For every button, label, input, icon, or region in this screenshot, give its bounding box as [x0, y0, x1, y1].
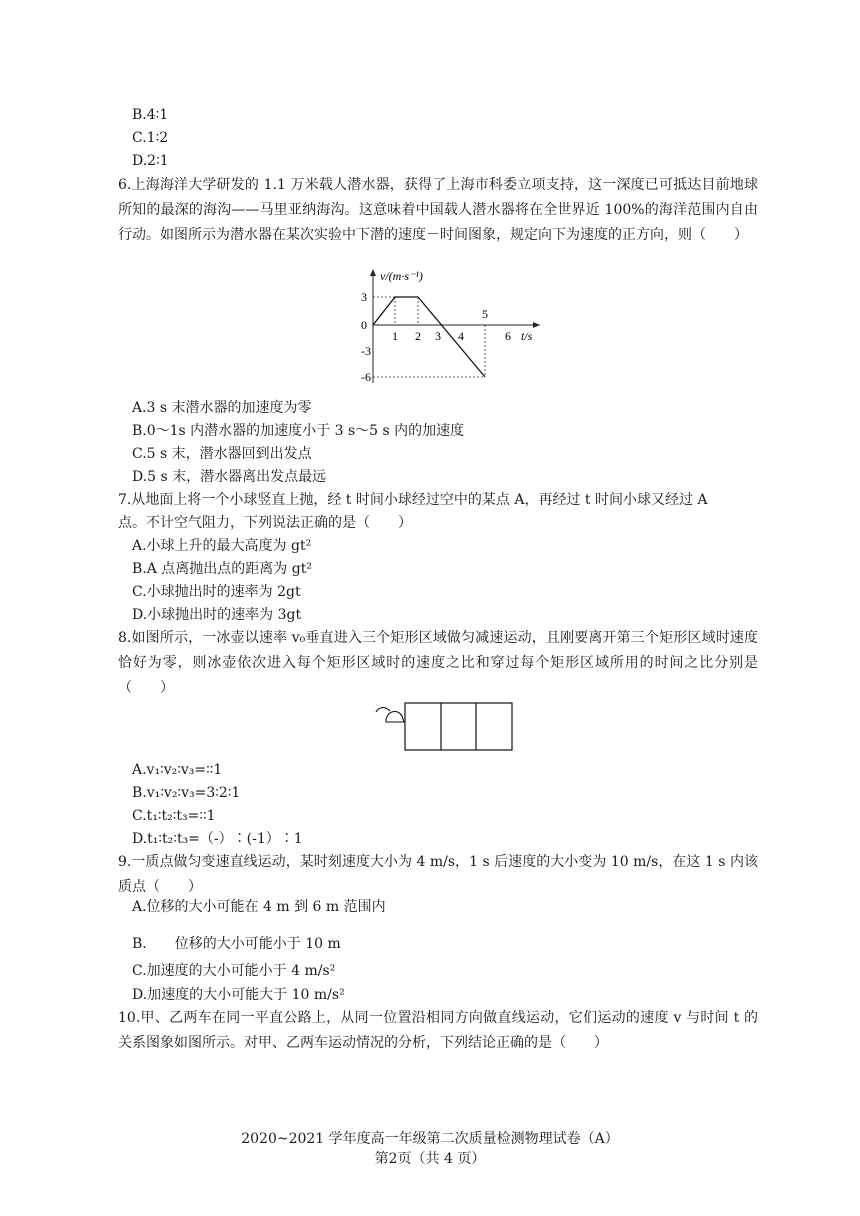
q7-option-c: C.小球抛出时的速率为 2gt: [132, 584, 301, 600]
q7-stem-line2: 点。不计空气阻力，下列说法正确的是（ ）: [118, 515, 412, 531]
q8-option-c: C.t₁∶t₂∶t₃=∶∶1: [132, 808, 216, 824]
q8-curling-diagram: [372, 700, 517, 756]
y-axis-label: v/(m·s⁻¹): [380, 269, 423, 283]
q6-option-c: C.5 s 末，潜水器回到出发点: [132, 446, 312, 462]
q6-option-a: A.3 s 末潜水器的加速度为零: [132, 400, 312, 416]
origin-label: 0: [361, 318, 367, 332]
q8-option-d: D.t₁∶t₂∶t₃=（-）∶(-1）∶1: [132, 831, 303, 847]
x-tick-5: 5: [482, 307, 488, 321]
q5-option-b: B.4∶1: [132, 107, 169, 123]
q8-option-b: B.v₁∶v₂∶v₃=3∶2∶1: [132, 785, 241, 801]
footer-exam-title: 2020~2021 学年度高一年级第二次质量检测物理试卷（A）: [241, 1131, 619, 1147]
x-axis-label: t/s: [521, 329, 533, 343]
q7-option-d: D.小球抛出时的速率为 3gt: [132, 607, 302, 623]
x-tick-2: 2: [415, 329, 421, 343]
y-tick-3: 3: [361, 290, 367, 304]
q8-option-a: A.v₁∶v₂∶v₃=∶∶1: [132, 762, 223, 778]
q6-velocity-time-graph: [340, 265, 550, 390]
x-tick-4: 4: [458, 329, 464, 343]
y-tick-neg6: -6: [361, 370, 371, 384]
x-tick-6: 6: [505, 329, 511, 343]
q7-option-b: B.A 点离抛出点的距离为 gt²: [132, 561, 312, 577]
q5-option-d: D.2∶1: [132, 153, 169, 169]
x-tick-3: 3: [435, 329, 441, 343]
q9-option-d: D.加速度的大小可能大于 10 m/s²: [132, 987, 345, 1003]
q6-option-d: D.5 s 末，潜水器离出发点最远: [132, 469, 327, 485]
curling-stone-icon: [386, 711, 404, 722]
y-axis-arrow: [370, 269, 376, 276]
footer-page-number: 第2页（共 4 页）: [374, 1151, 486, 1167]
q9-stem: 9.一质点做匀变速直线运动，某时刻速度大小为 4 m/s，1 s 后速度的大小变为 10 m/s，在这 1 s 内该质点（ ）: [118, 854, 758, 895]
y-tick-neg3: -3: [361, 344, 371, 358]
x-tick-1: 1: [392, 329, 398, 343]
q6-stem: 6.上海海洋大学研发的 1.1 万米载人潜水器，获得了上海市科委立项支持，这一深度已可抵达目前地球所知的最深的海沟——马里亚纳海沟。这意味着中国载人潜水器将在全世界近 100%的海洋范围内自由行动。如图所示为潜水器在某次实验中下潜的速度－时间图象，规定向下为速度的正方向，则（ ）: [118, 177, 758, 243]
q9-option-b: B. 位移的大小可能小于 10 m: [132, 936, 341, 952]
q8-stem: 8.如图所示，一冰壶以速率 v₀垂直进入三个矩形区域做匀减速运动，且刚要离开第三个矩形区域时速度恰好为零，则冰壶依次进入每个矩形区域时的速度之比和穿过每个矩形区域所用的时间之比分别是（ ）: [118, 630, 758, 696]
rect-regions: [405, 703, 512, 750]
q7-stem-line1: 7.从地面上将一个小球竖直上抛，经 t 时间小球经过空中的某点 A，再经过 t 时间小球又经过 A: [118, 492, 708, 508]
q9-option-a: A.位移的大小可能在 4 m 到 6 m 范围内: [132, 899, 386, 915]
x-axis-arrow: [533, 322, 540, 328]
velocity-curve: [373, 297, 485, 377]
q6-option-b: B.0～1s 内潜水器的加速度小于 3 s～5 s 内的加速度: [132, 423, 465, 439]
q10-stem: 10.甲、乙两车在同一平直公路上，从同一位置沿相同方向做直线运动，它们运动的速度 v 与时间 t 的关系图象如图所示。对甲、乙两车运动情况的分析，下列结论正确的是（ ）: [118, 1010, 758, 1051]
q7-option-a: A.小球上升的最大高度为 gt²: [132, 538, 312, 554]
q9-option-c: C.加速度的大小可能小于 4 m/s²: [132, 963, 336, 979]
q5-option-c: C.1∶2: [132, 130, 169, 146]
curling-handle-icon: [376, 708, 390, 712]
